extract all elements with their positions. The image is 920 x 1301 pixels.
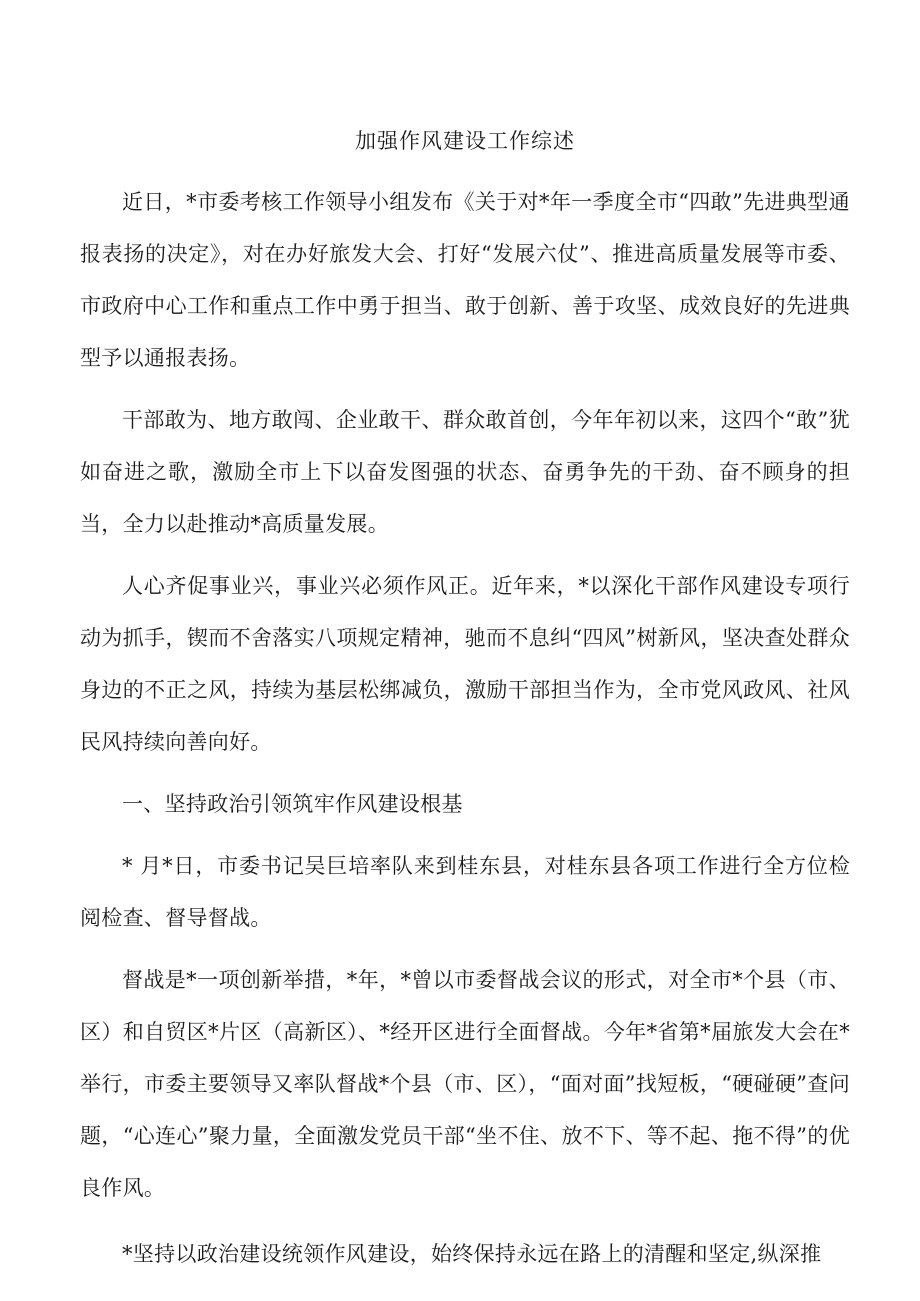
document-title: 加强作风建设工作综述 — [355, 129, 575, 153]
paragraph-4: * 月*日，市委书记吴巨培率队来到桂东县，对桂东县各项工作进行全方位检阅检查、督导督战。 — [80, 854, 851, 930]
paragraph-2: 干部敢为、地方敢闯、企业敢干、群众敢首创，今年年初以来，这四个“敢”犹如奋进之歌，激励全市上下以奋发图强的状态、奋勇争先的干劲、奋不顾身的担当，全力以赴推动*高质量发展。 — [80, 408, 850, 536]
paragraph-1: 近日，*市委考核工作领导小组发布《关于对*年一季度全市“四敢”先进典型通报表扬的决定》，对在办好旅发大会、打好“发展六仗”、推进高质量发展等市委、市政府中心工作和重点工作中勇于担当、敢于创新、善于攻坚、成效良好的先进典型予以通报表扬。 — [80, 190, 850, 370]
paragraph-5: 督战是*一项创新举措，*年，*曾以市委督战会议的形式，对全市*个县（市、区）和自贸区*片区（高新区）、*经开区进行全面督战。今年*省第*届旅发大会在*举行，市委主要领导又率队督战*个县（市、区），“面对面”找短板，“硬碰硬”查问题，“心连心”聚力量，全面激发党员干部“坐不住、放不下、等不起、拖不得”的优良作风。 — [80, 968, 850, 1200]
paragraph-3: 人心齐促事业兴，事业兴必须作风正。近年来，*以深化干部作风建设专项行动为抓手，锲而不舍落实八项规定精神，驰而不息纠“四风”树新风，坚决查处群众身边的不正之风，持续为基层松绑减负，激励干部担当作为，全市党风政风、社风民风持续向善向好。 — [80, 574, 850, 754]
paragraph-6: *坚持以政治建设统领作风建设，始终保持永远在路上的清醒和坚定,纵深推 — [122, 1242, 822, 1266]
section-heading-1: 一、坚持政治引领筑牢作风建设根基 — [122, 792, 463, 816]
